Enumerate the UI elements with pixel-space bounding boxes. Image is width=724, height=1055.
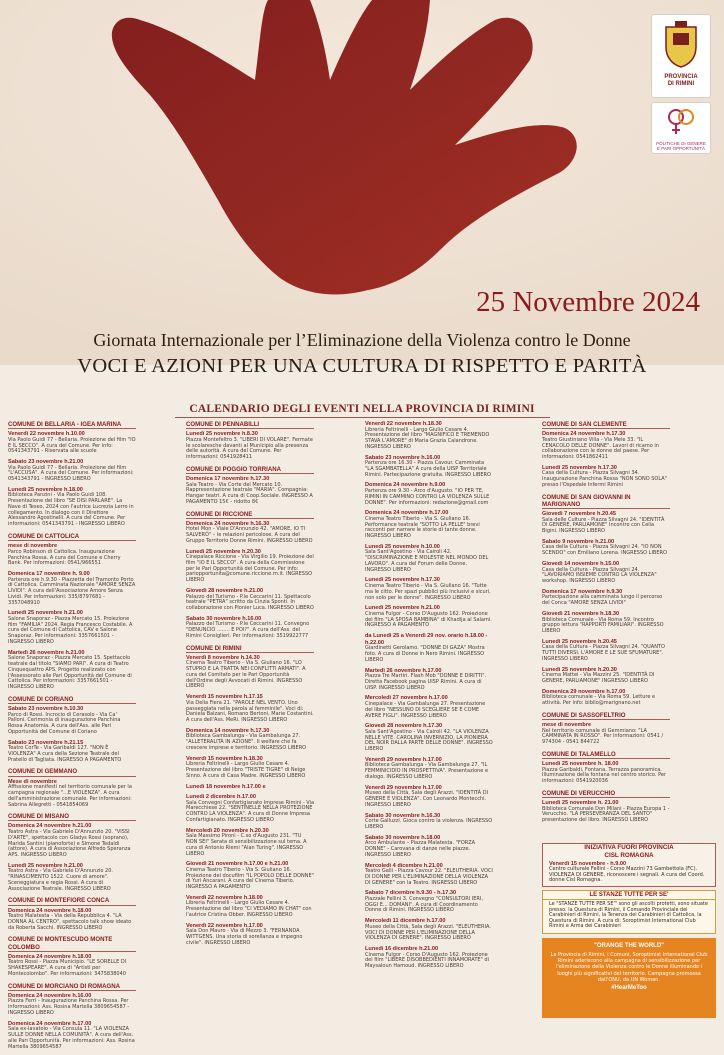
stanze-tutte-per-se-box [542,890,716,934]
event-description: Salone Snaporaz - Piazza Mercato 15. Proiezione film "FAMILIA" 2024. Regia Francesco Costabile. A cura del Comune di Cattolica, CAV e Salone Snaporaz. Per informazioni: 3357661501 - INGRESSO LIBERO [8,615,133,645]
event-item [8,571,136,606]
event-item [365,668,493,692]
event-description: Via Paolo Guidi 77 - Bellaria. Proiezione del film "IO E IL SECCO". A cura del Comune. Per info: 0541343791 - Riservata alle scuole [8,436,136,455]
event-item [365,835,493,859]
event-datetime: Lunedì 25 novembre h.21.00 [365,605,440,612]
event-datetime: Lunedì 25 novembre h.20.30 [186,548,261,555]
event-item [8,823,136,858]
events-column-3 [365,421,493,975]
event-item [8,908,136,932]
event-item [542,689,670,707]
event-item [365,695,493,719]
event-datetime: Domenica 24 novembre h.17.30 [542,431,626,438]
event-description: Teatro Galli - Piazza Cavour 22. "ELEUTHERIA. VOCI DI DONNE PER L'ELIMINAZIONE DELLA VIOLENZA DI GENERE" con la Teatro. INGRESSO LIBERO [365,868,493,886]
comune-section [542,421,670,489]
event-description: Casa della Cultura - Piazza Silvagni 24. "QUANTO TUTTI DIVERSI. L'AMORE E LE SUE SFUMATURE". INGRESSO LIBERO [542,644,665,662]
event-item [186,923,314,947]
event-datetime: Sabato 23 novembre h.10.30 [8,706,84,713]
event-datetime: Domenica 17 novembre h.17.30 [186,476,270,482]
event-description: Piazzale Fellini 3. Convegno "CONSULTORI IERI, OGGI E... DOMANI". A cura di Coordinamento Donne di Rimini. INGRESSO LIBERO [365,895,483,914]
event-item [8,650,136,691]
coat-of-arms-icon [661,19,701,69]
event-item [8,543,136,567]
provincia-line1: PROVINCIA [664,74,698,80]
event-description: Cinema Mattei - Via Mazzini 25. "IDENTITÀ DI GENERE, PARLIAMONE" INGRESSO LIBERO [542,672,655,684]
event-datetime: Giovedì 28 novembre h.17.30 [365,723,443,730]
event-item [542,667,670,685]
iniziativa-fuori-provincia-box [542,843,716,887]
event-datetime: Venerdì 22 novembre h.17.00 [186,922,263,929]
orange-title: "ORANGE THE WORLD" [593,943,665,949]
event-datetime: Lunedì 25 novembre h. 21.00 [542,800,619,807]
comune-heading: COMUNE DI SAN CLEMENTE [542,421,670,429]
event-datetime: Domenica 24 novembre h.16.00 [8,992,92,999]
event-item [186,895,314,919]
event-item [186,756,314,780]
comune-section [8,696,136,764]
event-item [365,890,493,914]
calendar-divider [175,417,550,418]
event-datetime: Domenica 24 novembre h.9.00 [365,482,446,489]
event-item [186,476,314,506]
event-description: Parco di Rossi. Incrocio di Cerasolo - Via Ca' Palloni. Cerimonia di inaugurazione Panchina Rossa Anatomia. A cura dell'Ass. alle Pari Opportunità del Comune di Coriano [8,711,121,735]
event-datetime: Venerdì 15 novembre h.18.30 [186,755,263,762]
event-datetime: Mercoledì 11 dicembre h.17.00 [365,918,446,925]
event-item [365,482,493,506]
event-datetime: Domenica 24 novembre h.17.00 [8,1020,92,1027]
provincia-rimini-logo [651,14,711,98]
event-description: Salone Snaporaz - Piazza Mercato 15. Spettacolo teatrale dal titolo "SIAMO PARI". A cura di Teatro Cinquequattro APS. Progetto realizzato con l'Assessorato alle Pari Opportunità del Comune di Cattolica. Per informazioni: 3357661501 - INGRESSO LIBERO [8,655,132,691]
event-datetime: Venerdì 15 novembre h.17.15 [186,694,263,701]
event-datetime: Domenica 24 novembre h.18.00 [8,907,92,914]
event-description: Piazza Garibaldi, Fontana, Terrazza panoramica. Illuminazione della fontana nel centro storico. Per informazioni: 0541920036 [542,766,667,785]
event-datetime: Lunedì 25 novembre h. 18.00 [542,761,619,768]
event-description: Teatro Astra - Via Gabriele D'Annunzio 20. "RINASCIMENTO 1522. Cuore di amore". Sceneggiatura e regia Rossi. A cura di Associazione Teatrale. INGRESSO LIBERO [8,868,113,892]
event-datetime: Domenica 14 novembre h.17.30 [186,727,270,734]
event-description: Museo della Città, Sala degli Arazzi. "IDENTITÀ DI GENERE E VIOLENZA". Con Leonardo Montecchi. INGRESSO LIBERO [365,790,489,808]
event-item [542,722,670,746]
event-datetime: mese di novembre [8,543,58,550]
event-item [186,521,314,545]
event-description: Affissione manifesti nel territorio comunale per la campagna regionale "...E VIOLENZA". A cura dell'amministrazione comunale. Per informazioni: Sabrina Allegretti - 0541854069 [8,784,132,808]
event-description: Parco Robinson di Cattolica. Inaugurazione Panchina Rossa. A cura del Comune e Cherry Bank. Per informazioni: 0541/966551 [8,548,121,567]
event-item [186,828,314,858]
event-description: Palazzo del Turismo - P.le Ceccarini 11. Spettacolo teatrale "PETRA" scritto da Cinzia Sponti. In collaborazione con Pionier Luca. INGRESSO LIBERO [186,593,314,612]
event-item [8,459,136,483]
event-item [542,465,670,489]
event-description: Arco Ambulante – Piazza Malatesta. "FORZA DONNE" - Carovana di danze nelle piazze. INGRESSO LIBERO [365,840,476,858]
giornata-title: Giornata Internazionale per l’Eliminazione della Violenza contro le Donne [93,330,631,350]
event-description: Cinepalace Riccione - Via Virgilio 19. Proiezione del film "IO E IL SECCO". A cura della Commissione per le Pari Opportunità del Comune. Per info: pariopportunita@comune.riccione.rn.it. INGRESSO LIBERO [186,554,314,584]
event-description: Corte Galluzzi. Gioca contro la violenza. INGRESSO LIBERO [365,818,493,830]
event-datetime: da Lunedì 25 a Venerdì 29 nov. orario h.18.00 - h.22.00 [365,633,488,646]
event-description: Biblioteca Comunale Don Milani - Piazza Europa 1 - Verucchio. "LA PERSEVERANZA DEL SANTO" presentazione del libro. INGRESSO LIBERO [542,805,670,824]
comune-heading: COMUNE DI VERUCCHIO [542,790,670,798]
event-item [186,549,314,584]
event-item [8,740,136,764]
event-datetime: Sabato 30 novembre h.18.00 [365,834,441,841]
event-datetime: Lunedì 25 novembre h.21.00 [8,862,83,869]
event-datetime: Lunedì 16 dicembre h.21.00 [365,946,439,953]
event-datetime: Venerdì 29 novembre h.17.00 [365,756,442,763]
event-item [8,954,136,978]
comune-heading: COMUNE DI SASSOFELTRIO [542,712,670,720]
event-item [365,455,493,479]
event-item [365,785,493,809]
event-description: Hotel Mon - Viale D'Annunzio 42. "AMORE, IO TI SALVERÒ" – le relazioni pericolose. A cura del Gruppo Territorio Donne Rimini. INGRESSO LIBERO [186,526,313,544]
event-description: Teatro Giustiniano Villa - Via Mele 33. "IL CENACOLO DELLE DONNE". Lavori di ricamo in collaborazione con le donne del paese. Per informazioni: 0541862411 [542,436,659,461]
event-item [365,757,493,781]
event-item [186,616,314,640]
event-datetime: Lunedì 25 novembre h.8.30 [186,431,258,438]
event-description: Teatro Astra - Via Gabriele D'Annunzio 20. "VISSI D'ARTE", spettacolo con Gladys Rossi (soprano), Marida Santini (pianoforte) e Simone Tedaldi (attore). A cura di Associazione Alfredo Speranza APS. INGRESSO LIBERO [8,829,131,859]
event-datetime: Giovedì 21 novembre h.18.30 [542,610,620,617]
event-item [542,800,670,824]
event-description: Cinema Teatro Tiberio - Via S. Giuliano 16. "Tutte ma le citto. Per spazi pubblici più inclusivi e sicuri, non solo per le donne". INGRESSO LIBERO [365,583,491,601]
iniziativa-title: INIZIATIVA FUORI PROVINCIA [584,844,674,851]
pari-line1: POLITICHE DI GENERE [656,141,706,146]
event-item [542,511,670,535]
event-item [365,813,493,831]
event-description: Cinema Teatro Tiberio - Via S. Giuliano 16. Proiezione del docufilm "IL POPOLO DELLE DONNE" di Yuri Ancarani. A cura del Cinema Tiberio. INGRESSO A PAGAMENTO [186,866,314,891]
iniziativa-when: Venerdì 15 novembre - h.9.00 [549,861,627,867]
event-description: Piazza Tre Martiri. Flash Mob "DONNE E DIRITTI". Diretta Facebook pagina UISP Rimini. A cura di UISP. INGRESSO LIBERO [365,673,487,691]
event-item [186,655,314,690]
comune-heading: COMUNE DI CORIANO [8,696,136,704]
event-item [365,421,493,451]
event-description: Giardinetti Gerolamo. "DONNE DI GAZA" Mostra foto. A cura di Donne in Nero Rimini. INGRESSO LIBERO [365,645,485,663]
comune-heading: COMUNE DI MORCIANO DI ROMAGNA [8,983,136,991]
event-item [365,633,493,663]
event-datetime: Sabato 23 novembre h.16.00 [365,454,441,461]
event-description: Sala Don Mauro - Via di Mezzo 3. "FERNANDA WITTGENS. Una storia di sorellanza e impegno civile". INGRESSO LIBERO [186,928,303,946]
comune-heading: COMUNE DI RICCIONE [186,511,314,519]
event-description: Libreria Feltrinelli - Largo Giulio Cesare 4. Presentazione del libro "CI VEDIAMO IN CHAT" con l'autrice Cristina Obber. INGRESSO LIBERO [186,900,312,918]
campaign-headline: VOCI E AZIONI PER UNA CULTURA DI RISPETTO E PARITÀ [77,355,647,377]
event-description: Cinema Teatro Tiberio - Via S. Giuliano 16. Performance teatrale "SOTTO LA PELLE" brevi racconti per narrare le storie di tante donne. INGRESSO LIBERO [365,515,480,540]
event-item [186,794,314,824]
event-datetime: Domenica 17 novembre h.9.30 [542,588,623,595]
provincia-line2: DI RIMINI [667,81,695,87]
event-datetime: Mese di novembre [8,778,57,785]
event-datetime: Lunedì 18 novembre h.17.00 e [186,783,266,790]
event-description: Piazza Ferri - Inaugurazione Panchina Rossa. Per informazioni: Ass. Rosina Martella 3809654587 - INGRESSO LIBERO [8,998,130,1016]
comune-section [186,645,314,947]
event-item [542,431,670,461]
event-item [542,589,670,607]
event-item [365,605,493,629]
comune-section [542,790,670,824]
events-column-1 [8,421,136,1055]
event-description: Partenza ore 16.30 - Piazza Cavour. Camminata "LA SGAMBATELLA" A cura della UISP Territoriale Rimini. Partecipazione gratuita. INGRESSO LIBERO [365,460,491,478]
event-item [8,487,136,528]
event-item [186,431,314,461]
event-description: Biblioteca Panzini - Via Paolo Guidi 108. Presentazione del libro "SE DISI PARLARE". La Nave di Teseo, 2024 con l'autrice Lucrezia Lerro in collegamento. In dialogo con il Direttore Alessandro Agostinelli. A cura del Comune. Per informazioni: 0541343791 - INGRESSO LIBERO [8,492,134,528]
event-description: Sala Sant'Agostino - Via Cairoli 42. "DISCRIMINAZIONE E MOLESTIE NEL MONDO DEL LAVORO". A cura del Forum delle Donne. INGRESSO LIBERO [365,549,489,573]
comune-section [186,511,314,640]
event-description: Cinepalace - Via Gambalunga 27. Presentazione del libro "NESSUNO DI SCEGLIERE SE E COME AVERE FIGLI". INGRESSO LIBERO [365,701,486,719]
event-item [542,761,670,785]
event-description: Cinema Fulgor - Corso D'Augusto 162. Proiezione del film "LIBERE DISOBBEDIENTI INNAMORATE" di Maysaloun Hamoud. INGRESSO LIBERO [365,951,489,970]
event-item [542,539,670,557]
iniziativa-details: Centro culturale Fellini - Corso Mazzini 73 Gambettola (FC). VIOLENZA DI GENERE, riconoscere i segnali. A cura del Coord. donne Cisl Romagna. [549,866,705,884]
event-item [186,784,314,791]
comune-heading: COMUNE DI MONTESCUDO MONTE COLOMBO [8,936,136,951]
event-datetime: Domenica 24 novembre h.21.00 [8,823,92,830]
event-item [8,1021,136,1051]
event-datetime: Mercoledì 4 dicembre h.21.00 [365,862,443,869]
event-item [542,639,670,663]
events-column-2 [186,421,314,952]
event-description: Biblioteca comunale - Via Roma 59. Letture e attività. Per info: biblio@marignano.net [542,694,656,707]
event-datetime: Venerdì 29 novembre h.17.00 [365,784,442,791]
comune-heading: COMUNE DI TALAMELLO [542,751,670,759]
stanze-details: Le "STANZE TUTTE PER SE'" sono gli ascolti protetti, sono situate presso: la Questura di Rimini, il Comando Provinciale dei Carabinieri di Rimini, la Tenenza dei Carabinieri di Cattolica, la Questura di Rimini. A cura di: Soroptimist International Club Rimini e Arma dei Carabinieri [549,901,708,930]
event-item [8,610,136,645]
event-description: Sala Teatro - Via Corte del Mercato 10. Rappresentazione teatrale "MARIA". Compagnia: Hangar teatri. A cura di Coop.Sociale. INGRESSO A PAGAMENTO 15€ - ridotto 8€ [186,481,313,505]
event-description: Casa della Cultura - Piazza Silvagni 24. "LAVORIAMO INSIEME CONTRO LA VIOLENZA" workshop. INGRESSO LIBERO [542,566,657,585]
calendar-heading: CALENDARIO DEGLI EVENTI NELLA PROVINCIA DI RIMINI [189,403,535,415]
event-item [365,918,493,942]
comune-heading: COMUNE DI MONTEFIORE CONCA [8,897,136,905]
event-item [365,723,493,753]
event-datetime: Domenica 24 novembre h.18.00 [8,953,92,960]
event-description: Libreria Feltrinelli - Largo Giulio Cesare 4. Presentazione del libro "TRISTE TIGRE" di Neige Sinno. A cura di Casa Madre. INGRESSO LIBERO [186,761,306,779]
event-description: Via Paolo Guidi 77 - Bellaria. Proiezione del film "L'ACCUSA". A cura del Comune. Per informazioni: 0541343791 - INGRESSO LIBERO [8,464,134,483]
comune-section [8,533,136,691]
event-description: Teatro Rossi - Piazza Municipio. "LE SORELLE DI SHAKESPEARE". A cura di "Artisti per Montecolombo". Per informazioni: 3475838040 [8,959,127,977]
event-description: Casa della Cultura - Piazza Silvagni 24. "IO NON SCENDO" con Emiliano Lorena. INGRESSO LIBERO [542,544,667,557]
comune-heading: COMUNE DI BELLARIA - IGEA MARINA [8,421,136,429]
comune-heading: COMUNE DI PENNABILLI [186,421,314,429]
comune-section [186,466,314,506]
comune-section [365,421,493,970]
event-description: Biblioteca Gambalunga - Via Gambalunga 27. "ALLETERALITÀ IN AZIONE". Il welfare che fa crescere imprese e territorio. INGRESSO LIBERO [186,733,307,751]
event-description: Partenza ore 9.30 - Arco d'Augusto. "IO PER TE, RIMINI IN CAMMINO CONTRO LA VIOLENZA SULLE DONNE". Per informazioni: redazione@gmail.com [365,488,490,506]
comune-heading: COMUNE DI SAN GIOVANNI IN MARIGNANO [542,494,670,509]
event-item [8,431,136,455]
comune-heading: COMUNE DI MISANO [8,813,136,821]
comune-section [542,494,670,707]
event-datetime: Lunedì 2 dicembre h.17.00 [186,794,256,801]
event-description: Partecipazione alla camminata lungo il percorso del Conca "AMORE SENZA LIVIDI" [542,594,663,607]
comune-section [8,768,136,808]
event-description: Palazzo del Turismo - P.le Ceccarini 11. Convegno "DENUNCIO ........ E POI?". A cura dell'Ass. del Rimini Consiglieri. Per informazioni: 3519922777 [186,621,310,639]
pari-line2: E PARI OPPORTUNITÀ [656,146,706,151]
comune-heading: COMUNE DI POGGIO TORRIANA [186,466,314,474]
event-datetime: Lunedì 25 novembre h.18.00 [8,486,83,493]
comune-section [542,751,670,785]
event-description: Nel territorio comunale di Gemmiano: "LA CAMMINATA IN ROSSO". Per informazioni: 0541 / 974304 - 0541 844722 [542,727,664,746]
event-datetime: Sabato 9 novembre h.21.00 [542,538,615,545]
event-description: Teatro Malatesta - Via della Repubblica 4. "LA DONNA AL CENTRO", spettacolo talk show ideato da Roberta Sacchi. INGRESSO LIBERO [8,913,132,931]
event-description: Partenza ore h.9.30 - Piazzetta del Tramonto Porto di Cattolica. Camminata Nazionale "AMORE SENZA LIVIDI". A cura dell'Associazione Amore Senza Lividi. Per informazioni: 335/8797681 - 3357048910 [8,576,136,606]
comune-section [8,421,136,528]
event-datetime: Lunedì 25 novembre h.17.30 [365,577,440,584]
event-datetime: Martedì 26 novembre h.21.00 [8,649,85,656]
event-datetime: Giovedì 28 novembre h.21.00 [186,587,264,594]
event-item [365,510,493,540]
event-description: Cinema Fulgor - Corso D'Augusto 162. Proiezione del film "LA SPOSA BAMBINA" di Khadija al Salami. INGRESSO A PAGAMENTO [365,610,492,629]
event-description: Casa della Cultura - Piazza Silvagni 34. Inaugurazione Panchina Rossa "NON SONO SOLA" presso l'Ospedale Infermi Rimini [542,470,667,488]
event-item [8,779,136,809]
comune-heading: COMUNE DI GEMMANO [8,768,136,776]
event-item [186,694,314,724]
event-description: Sala Sant'Agostino - Via Cairoli 42. "LA VIOLENZA NELLE VITE. CAROLINA INVERNIZIO, LA PIONIERA DEL NOIR DALLA PARTE DELLE DONNE". INGRESSO LIBERO [365,728,493,753]
event-datetime: Giovedì 7 novembre h.20.45 [542,511,616,518]
event-datetime: Venerdì 22 novembre h.18.30 [365,421,442,427]
stanze-title: LE STANZE TUTTE PER SE' [543,891,715,900]
event-description: Sala ex-lavatoio - Via Consula 11. "LA VIOLENZA SULLE DONNE NELLA COMUNITÀ". A cura dell'Ass. alle Pari Opportunità. Per informazioni: Ass. Rosina Martella 3809654587 [8,1026,135,1050]
event-datetime: Venerdì 22 novembre h.10.00 [8,431,85,438]
comune-section [8,813,136,892]
event-item [186,728,314,752]
event-datetime: Sabato 23 novembre h.21.00 [8,459,84,466]
event-description: Piazza Montefeltro 3. "LIBERI DI VOLARE". Fermate le scolaresche davanti al Municipio alla presenza delle autorità. A cura del Comune. Per informazioni: 0541928411 [186,436,313,461]
event-datetime: Venerdì 22 novembre h.18.00 [186,894,263,901]
comune-section [8,897,136,931]
event-datetime: mese di novembre [542,722,592,728]
event-description: Museo della Città, Sala degli Arazzi. "ELEUTHERIA. VOCI DI DONNE PER L'ELIMINAZIONE DELLA VIOLENZA DI GENERE". INGRESSO LIBERO [365,923,491,942]
comune-section [8,936,136,977]
event-item [365,544,493,574]
event-datetime: Mercoledì 20 novembre h.20.30 [186,827,269,834]
event-item [365,863,493,887]
event-datetime: Mercoledì 27 novembre h.17.00 [365,695,448,702]
event-description: Sala Massimo Pironi - C.so d'Augusto 231. "TU NON SEI" Serata di sensibilizzazione sul tema. A cura di Antonio Riemi "Alan Turing". INGRESSO LIBERO [186,833,307,857]
event-description: Biblioteca Gambalunga - Via Gambalunga 27. "IL FEMMINICIDIO IN PROSPETTIVA". Presentazione e dialogo. INGRESSO LIBERO [365,762,489,780]
event-description: Cinema Teatro Tiberio - Via S. Giuliano 16. "LO STUPRO E LA TRATTA NEI CONFLITTI ARMATI". A cura del Comitato per le Pari Opportunità dell'Ordine degli Avvocati di Rimini. INGRESSO LIBERO [186,660,306,690]
event-datetime: Domenica 17 novembre h. 9.00 [8,571,90,578]
event-description: Biblioteca Comunale - Via Roma 59. Incontro gruppo lettura "RAPPORTI FAMILIARI". INGRESSO LIBERO [542,616,664,635]
event-datetime: Venerdì 8 novembre h.14.30 [186,654,260,661]
event-datetime: Giovedì 21 novembre h.17.00 e h.21.00 [186,861,289,868]
event-item [186,861,314,891]
event-datetime: Giovedì 14 novembre h.15.00 [542,560,620,567]
event-date: 25 Novembre 2024 [476,286,700,318]
event-datetime: Sabato 23 novembre h.21.15 [8,739,84,746]
pari-opportunita-symbol-icon [664,106,698,136]
orange-details: La Provincia di Rimini, i Comuni, Soroptimist International Club Rimini aderiscono alla campagna di sensibilizzazione per l'eliminazione della Violenza contro le Donne illuminando i luoghi più significativi del territorio. Campagna promossa dall'ONU, da UN Women. [550,952,708,983]
event-datetime: Sabato 7 dicembre h.9.30 - h.17.30 [365,890,457,897]
event-datetime: Domenica 24 novembre h.16.30 [186,520,270,527]
events-column-4 [542,421,670,829]
event-datetime: Domenica 29 novembre h.17.00 [542,688,626,695]
event-datetime: Lunedì 25 novembre h.20.30 [542,666,617,673]
event-item [542,611,670,635]
event-item [542,561,670,585]
event-item [8,706,136,736]
comune-heading: COMUNE DI CATTOLICA [8,533,136,541]
comune-section [542,712,670,746]
event-item [365,577,493,601]
event-item [8,863,136,893]
event-description: Libreria Feltrinelli - Largo Giulio Cesare 4. Presentazione del libro "MAGNIFICO E TREMENDO STAVA L'AMORE" di Maria Grazia Calandrone. INGRESSO LIBERO [365,426,490,450]
event-description: Teatro CorTe - Via Garibaldi 127. "NON È VIOLENZA" A cura della Sezione Teatrale del Pratello di Tagliata. INGRESSO A PAGAMENTO [8,745,122,763]
event-item [365,946,493,970]
event-description: Sala Convegni Confartigianato Imprese Rimini - Via Marecchiese 22. "SENTINELLE NELLA PROTEZIONE CONTRO LA VIOLENZA". A cura di Donne Impresa Confartigianato. INGRESSO LIBERO [186,799,315,823]
event-datetime: Lunedì 25 novembre h.17.30 [542,464,617,471]
event-datetime: Domenica 24 novembre h.17.00 [365,510,449,517]
event-item [8,993,136,1017]
event-item [186,588,314,612]
cisl-romagna-title: CISL ROMAGNA [604,851,654,859]
event-datetime: Lunedì 25 novembre h.20.45 [542,638,617,645]
comune-heading: COMUNE DI RIMINI [186,645,314,653]
event-datetime: Sabato 30 novembre h.16.00 [186,615,262,622]
pari-opportunita-logo [651,102,711,154]
event-datetime: Lunedì 25 novembre h.10.00 [365,543,440,550]
comune-section [8,983,136,1051]
orange-the-world-box [542,938,716,1018]
event-datetime: Sabato 30 novembre h.16.30 [365,812,441,819]
comune-section [186,421,314,461]
event-description: Via Della Fiera 21. "PAROLE NEL VENTO. Uno passeggiata nella parola al femminile". Voci di: Daniela Balzani, Romano Bertoni, Marie Costantini. A cura dell'Ass. MeRi. INGRESSO LIBERO [186,699,314,724]
event-description: Sala delle Culture - Piazza Silvagni 24. "IDENTITÀ DI GENERE, PARLIAMONE" Incontro con Celia Bigini. INGRESSO LIBERO [542,516,665,535]
orange-hashtag: #HearMeToo [611,985,647,992]
event-datetime: Lunedì 25 novembre h.21.00 [8,610,83,617]
event-datetime: Martedì 26 novembre h.17.00 [365,667,442,674]
